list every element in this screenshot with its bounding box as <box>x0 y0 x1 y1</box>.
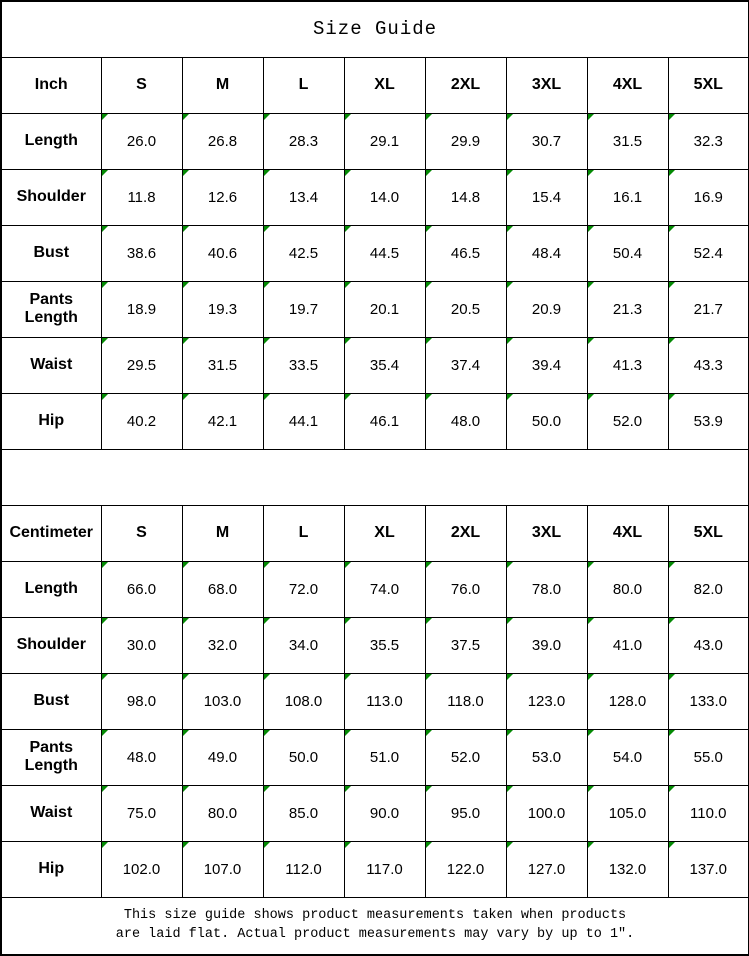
size-value-cell: 29.9 <box>425 113 506 169</box>
measurement-row <box>1 113 749 169</box>
unit-label: Centimeter <box>1 505 101 561</box>
size-value-cell: 29.5 <box>101 337 182 393</box>
size-value-cell: 98.0 <box>101 673 182 729</box>
size-value-cell: 19.7 <box>263 281 344 337</box>
measurement-label: Length <box>1 561 101 617</box>
size-value-cell: 68.0 <box>182 561 263 617</box>
size-value-cell: 44.5 <box>344 225 425 281</box>
measurement-row <box>1 281 749 337</box>
size-value-cell: 108.0 <box>263 673 344 729</box>
size-value-cell: 48.0 <box>101 729 182 785</box>
size-value-cell: 39.4 <box>506 337 587 393</box>
size-value-cell: 29.1 <box>344 113 425 169</box>
size-value-cell: 14.8 <box>425 169 506 225</box>
size-value-cell: 40.2 <box>101 393 182 449</box>
size-value-cell: 37.4 <box>425 337 506 393</box>
size-value-cell: 117.0 <box>344 841 425 897</box>
size-value-cell: 46.1 <box>344 393 425 449</box>
size-column-header: 5XL <box>668 57 749 113</box>
inch-table-section <box>1 57 749 449</box>
size-column-header: L <box>263 505 344 561</box>
size-value-cell: 112.0 <box>263 841 344 897</box>
disclaimer-line-2: are laid flat. Actual product measurements may vary by up to 1″. <box>115 926 635 942</box>
size-value-cell: 107.0 <box>182 841 263 897</box>
size-value-cell: 33.5 <box>263 337 344 393</box>
size-value-cell: 32.0 <box>182 617 263 673</box>
measurement-label: Hip <box>1 393 101 449</box>
size-value-cell: 40.6 <box>182 225 263 281</box>
size-value-cell: 21.3 <box>587 281 668 337</box>
size-value-cell: 31.5 <box>587 113 668 169</box>
size-value-cell: 102.0 <box>101 841 182 897</box>
size-value-cell: 50.0 <box>263 729 344 785</box>
disclaimer-note <box>1 897 749 955</box>
size-column-header: 2XL <box>425 57 506 113</box>
size-value-cell: 37.5 <box>425 617 506 673</box>
size-column-header: M <box>182 57 263 113</box>
size-column-header: XL <box>344 57 425 113</box>
measurement-label: Pants Length <box>1 281 101 337</box>
size-value-cell: 118.0 <box>425 673 506 729</box>
size-value-cell: 133.0 <box>668 673 749 729</box>
size-value-cell: 14.0 <box>344 169 425 225</box>
size-value-cell: 76.0 <box>425 561 506 617</box>
size-value-cell: 26.0 <box>101 113 182 169</box>
size-value-cell: 38.6 <box>101 225 182 281</box>
size-value-cell: 35.4 <box>344 337 425 393</box>
measurement-row <box>1 729 749 785</box>
measurement-label: Shoulder <box>1 169 101 225</box>
size-value-cell: 66.0 <box>101 561 182 617</box>
footer-section <box>1 897 749 955</box>
gap-section <box>1 449 749 505</box>
size-value-cell: 19.3 <box>182 281 263 337</box>
size-value-cell: 50.0 <box>506 393 587 449</box>
measurement-label: Hip <box>1 841 101 897</box>
size-value-cell: 78.0 <box>506 561 587 617</box>
centimeter-table-section <box>1 505 749 897</box>
size-value-cell: 26.8 <box>182 113 263 169</box>
measurement-label: Pants Length <box>1 729 101 785</box>
size-value-cell: 50.4 <box>587 225 668 281</box>
gap-cell <box>1 449 749 505</box>
size-value-cell: 110.0 <box>668 785 749 841</box>
size-value-cell: 44.1 <box>263 393 344 449</box>
measurement-row <box>1 617 749 673</box>
size-column-header: 5XL <box>668 505 749 561</box>
size-column-header: 2XL <box>425 505 506 561</box>
size-value-cell: 100.0 <box>506 785 587 841</box>
size-value-cell: 20.1 <box>344 281 425 337</box>
size-value-cell: 80.0 <box>587 561 668 617</box>
size-value-cell: 20.9 <box>506 281 587 337</box>
size-value-cell: 13.4 <box>263 169 344 225</box>
measurement-row <box>1 561 749 617</box>
size-value-cell: 30.7 <box>506 113 587 169</box>
size-value-cell: 21.7 <box>668 281 749 337</box>
measurement-label: Bust <box>1 225 101 281</box>
size-value-cell: 34.0 <box>263 617 344 673</box>
measurement-row <box>1 673 749 729</box>
measurement-label: Shoulder <box>1 617 101 673</box>
size-column-header: M <box>182 505 263 561</box>
size-value-cell: 30.0 <box>101 617 182 673</box>
size-value-cell: 11.8 <box>101 169 182 225</box>
size-value-cell: 122.0 <box>425 841 506 897</box>
size-value-cell: 32.3 <box>668 113 749 169</box>
measurement-row <box>1 841 749 897</box>
size-value-cell: 132.0 <box>587 841 668 897</box>
size-value-cell: 123.0 <box>506 673 587 729</box>
disclaimer-line-1: This size guide shows product measurements taken when products <box>123 907 627 923</box>
size-column-header: S <box>101 57 182 113</box>
size-value-cell: 41.3 <box>587 337 668 393</box>
size-value-cell: 85.0 <box>263 785 344 841</box>
size-value-cell: 55.0 <box>668 729 749 785</box>
measurement-label: Waist <box>1 785 101 841</box>
measurement-row <box>1 393 749 449</box>
size-value-cell: 105.0 <box>587 785 668 841</box>
size-value-cell: 95.0 <box>425 785 506 841</box>
size-value-cell: 52.0 <box>587 393 668 449</box>
measurement-row <box>1 225 749 281</box>
size-column-header: 3XL <box>506 57 587 113</box>
footer-row <box>1 897 749 955</box>
size-value-cell: 137.0 <box>668 841 749 897</box>
size-value-cell: 72.0 <box>263 561 344 617</box>
size-column-header: S <box>101 505 182 561</box>
size-value-cell: 103.0 <box>182 673 263 729</box>
size-value-cell: 42.1 <box>182 393 263 449</box>
size-value-cell: 41.0 <box>587 617 668 673</box>
size-column-header: 3XL <box>506 505 587 561</box>
size-value-cell: 42.5 <box>263 225 344 281</box>
size-value-cell: 16.1 <box>587 169 668 225</box>
measurement-row <box>1 337 749 393</box>
size-value-cell: 54.0 <box>587 729 668 785</box>
size-value-cell: 49.0 <box>182 729 263 785</box>
page-title: Size Guide <box>1 1 749 57</box>
size-value-cell: 48.0 <box>425 393 506 449</box>
size-value-cell: 52.0 <box>425 729 506 785</box>
size-column-header: 4XL <box>587 505 668 561</box>
measurement-row <box>1 169 749 225</box>
size-value-cell: 20.5 <box>425 281 506 337</box>
size-header-row <box>1 57 749 113</box>
size-column-header: L <box>263 57 344 113</box>
size-header-row <box>1 505 749 561</box>
size-value-cell: 46.5 <box>425 225 506 281</box>
size-value-cell: 31.5 <box>182 337 263 393</box>
table-gap-row <box>1 449 749 505</box>
size-value-cell: 80.0 <box>182 785 263 841</box>
unit-label: Inch <box>1 57 101 113</box>
size-value-cell: 43.3 <box>668 337 749 393</box>
size-value-cell: 128.0 <box>587 673 668 729</box>
size-value-cell: 82.0 <box>668 561 749 617</box>
size-value-cell: 53.9 <box>668 393 749 449</box>
title-row <box>1 1 749 57</box>
size-value-cell: 51.0 <box>344 729 425 785</box>
measurement-label: Bust <box>1 673 101 729</box>
size-value-cell: 35.5 <box>344 617 425 673</box>
size-value-cell: 90.0 <box>344 785 425 841</box>
size-value-cell: 74.0 <box>344 561 425 617</box>
size-value-cell: 53.0 <box>506 729 587 785</box>
size-value-cell: 28.3 <box>263 113 344 169</box>
size-value-cell: 75.0 <box>101 785 182 841</box>
size-value-cell: 48.4 <box>506 225 587 281</box>
title-section <box>1 1 749 57</box>
size-value-cell: 12.6 <box>182 169 263 225</box>
size-value-cell: 43.0 <box>668 617 749 673</box>
size-value-cell: 18.9 <box>101 281 182 337</box>
measurement-label: Waist <box>1 337 101 393</box>
size-value-cell: 39.0 <box>506 617 587 673</box>
size-column-header: 4XL <box>587 57 668 113</box>
measurement-label: Length <box>1 113 101 169</box>
measurement-row <box>1 785 749 841</box>
size-value-cell: 52.4 <box>668 225 749 281</box>
size-value-cell: 113.0 <box>344 673 425 729</box>
size-value-cell: 16.9 <box>668 169 749 225</box>
size-column-header: XL <box>344 505 425 561</box>
size-value-cell: 127.0 <box>506 841 587 897</box>
size-value-cell: 15.4 <box>506 169 587 225</box>
